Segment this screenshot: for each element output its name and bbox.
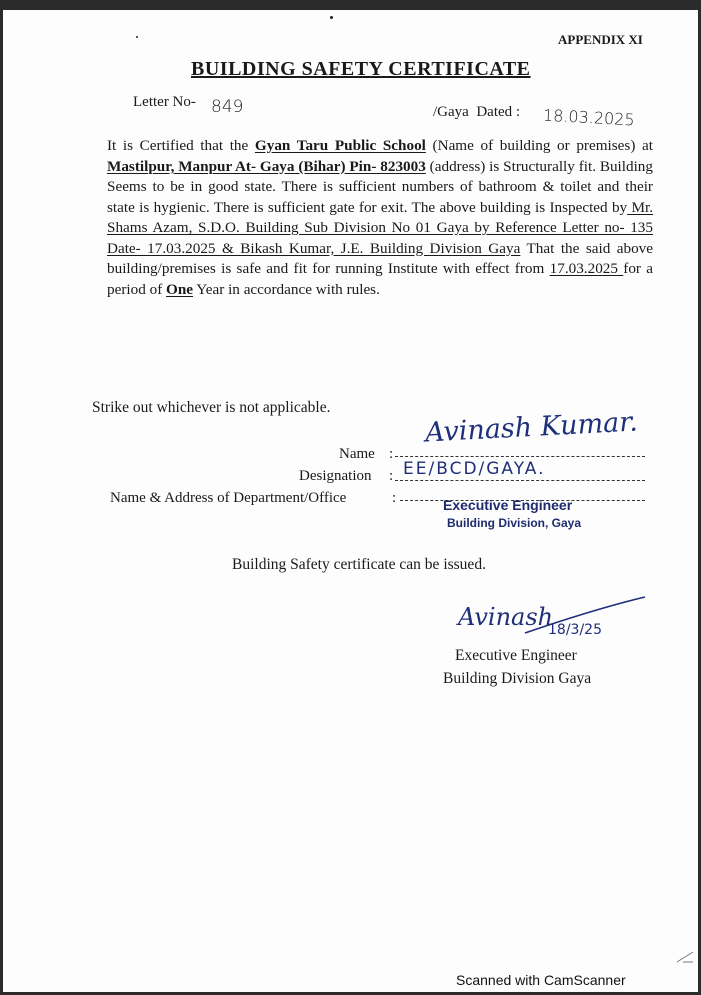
- letter-no-value: 849: [211, 97, 244, 117]
- stamp-title: Executive Engineer: [443, 497, 573, 513]
- appendix-label: APPENDIX XI: [558, 32, 643, 47]
- department-label: Name & Address of Department/Office: [110, 490, 347, 506]
- place-dated-label: [433, 104, 520, 121]
- speck: [330, 16, 333, 19]
- designation-colon: :: [389, 468, 394, 484]
- name-colon: :: [389, 446, 394, 462]
- signature-date: 18/3/25: [548, 622, 602, 638]
- letter-no-label: Letter No-: [133, 94, 196, 110]
- inspectors: Mr. Shams Azam, S.D.O. Building Sub Division No 01 Gaya by Reference Letter no- 135 Date- 17.03.2025 & Bikash Kumar, J.E. Building Division Gaya: [107, 198, 653, 257]
- signatory-office: Building Division Gaya: [443, 670, 592, 687]
- certificate-body: [107, 136, 653, 300]
- name-handwritten: Avinash Kumar.: [424, 406, 639, 449]
- school-address: Mastilpur, Manpur At- Gaya (Bihar) Pin- 823003: [107, 157, 426, 175]
- certificate-title: BUILDING SAFETY CERTIFICATE: [191, 58, 531, 80]
- stamp-office: Building Division, Gaya: [447, 516, 582, 530]
- place-label: /Gaya: [433, 104, 469, 120]
- school-name: Gyan Taru Public School: [254, 137, 426, 154]
- speck: [136, 36, 138, 38]
- body-text: Year in accordance with rules.: [193, 280, 380, 298]
- name-line: [395, 456, 645, 457]
- body-text: (Name of building or premises) at: [425, 137, 653, 154]
- body-text: That the said above building/premises is safe and fit for running Institute with effect from: [107, 239, 654, 277]
- strike-note: Strike out whichever is not applicable.: [92, 399, 331, 416]
- designation-handwritten: EE/BCD/GAYA.: [403, 459, 546, 479]
- signature-scribble: Avinash: [458, 603, 554, 631]
- period: One: [166, 280, 194, 298]
- designation-label: Designation: [299, 468, 372, 484]
- name-label: Name: [339, 446, 375, 462]
- signatory-title: Executive Engineer: [455, 647, 577, 664]
- body-text: It is Certified that the: [107, 137, 255, 154]
- scanner-corner-mark: [675, 950, 695, 964]
- department-colon: :: [392, 490, 397, 506]
- dated-label: Dated :: [476, 104, 521, 120]
- camscanner-watermark: Scanned with CamScanner: [456, 972, 626, 988]
- effective-date: 17.03.2025: [549, 260, 624, 277]
- body-text: (address) is Structurally fit. Building Seems to be in good state. There is sufficient numbers of bathroom & toilet and their state is hygienic. There is sufficient gate for exit. The above building is Inspected by: [107, 157, 653, 216]
- designation-line: [395, 480, 645, 481]
- body-text: for a period of: [107, 260, 654, 298]
- date-value: 18.03.2025: [542, 105, 636, 130]
- issued-note: Building Safety certificate can be issued.: [232, 556, 486, 573]
- document-page: [3, 10, 698, 992]
